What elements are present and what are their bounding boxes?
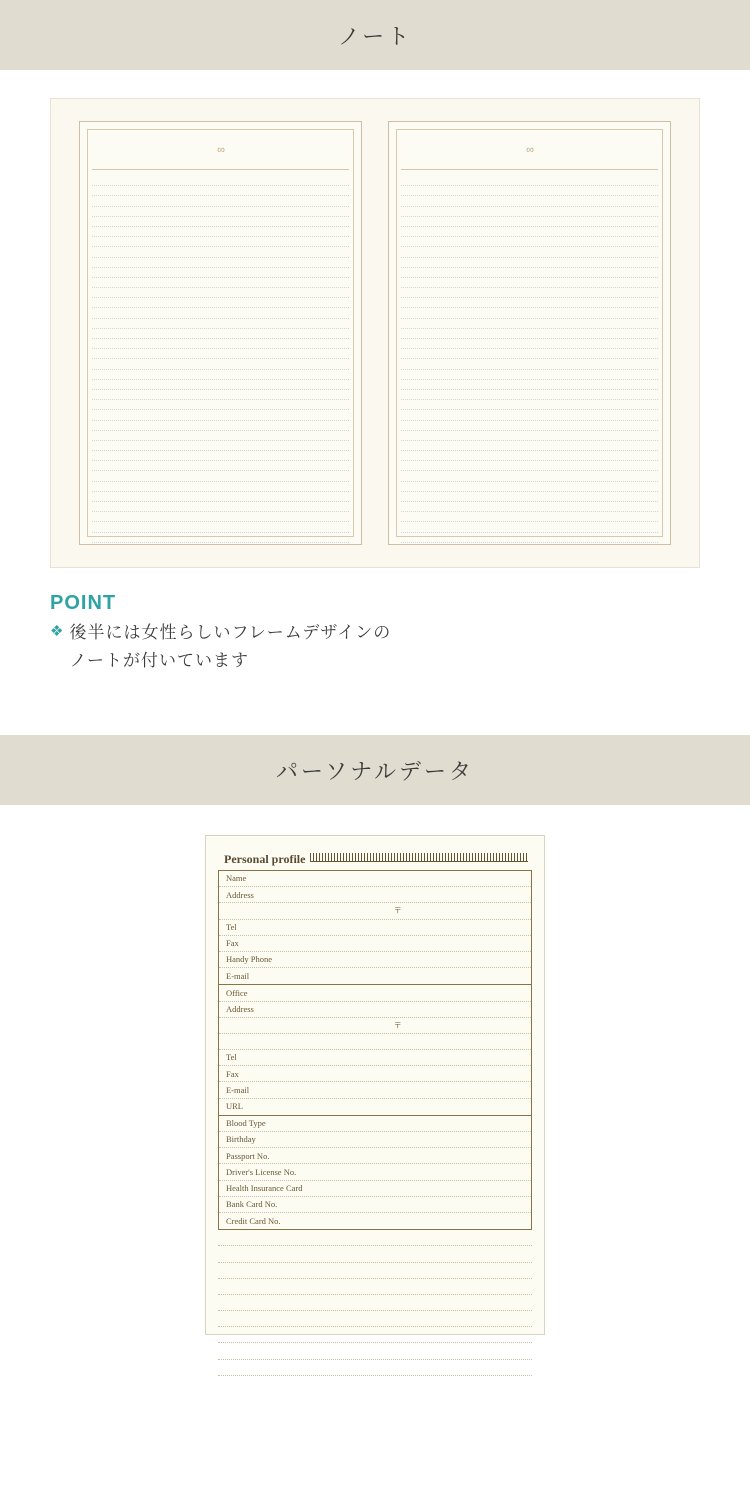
rule-line (401, 176, 658, 186)
table-row[interactable] (219, 1181, 531, 1197)
rule-line (401, 502, 658, 512)
rule-line (92, 533, 349, 543)
blank-row[interactable] (218, 1311, 532, 1327)
rule-line (401, 278, 658, 288)
rule-line (401, 247, 658, 257)
point-row (50, 619, 700, 675)
rule-line (92, 237, 349, 247)
table-row[interactable] (219, 985, 531, 1001)
row-label: E-mail (226, 970, 250, 981)
table-row[interactable] (219, 936, 531, 952)
rule-line (401, 319, 658, 329)
table-row[interactable] (219, 1164, 531, 1180)
rule-line (401, 441, 658, 451)
rule-line (401, 268, 658, 278)
table-row[interactable] (219, 1099, 531, 1115)
personal-data-photo-container (0, 805, 750, 1335)
note-rules-right (401, 176, 658, 543)
rule-line (92, 217, 349, 227)
rule-line (401, 207, 658, 217)
blank-row[interactable] (218, 1343, 532, 1359)
rule-line (401, 380, 658, 390)
table-row[interactable] (219, 1213, 531, 1229)
row-label: Tel (226, 1052, 237, 1063)
section-header-personal-data (0, 735, 750, 805)
profile-blank-rows (218, 1230, 532, 1376)
rule-line (92, 278, 349, 288)
section-header-note (0, 0, 750, 70)
table-row[interactable] (219, 1002, 531, 1018)
row-label: Address (226, 889, 254, 900)
blank-row[interactable] (218, 1230, 532, 1246)
rule-line (401, 482, 658, 492)
row-label: Blood Type (226, 1118, 266, 1129)
table-row[interactable] (219, 1034, 531, 1050)
blank-row[interactable] (218, 1279, 532, 1295)
row-label: Tel (226, 921, 237, 932)
blank-row[interactable] (218, 1327, 532, 1343)
personal-profile-title: Personal profile (224, 852, 306, 866)
section-title: パーソナルデータ (275, 758, 475, 784)
flourish-ornament-icon: ∞ (526, 144, 533, 156)
row-label: Fax (226, 1068, 239, 1079)
profile-group-office (219, 985, 531, 1116)
row-label: Bank Card No. (226, 1199, 278, 1210)
rule-line (92, 400, 349, 410)
rule-line (92, 288, 349, 298)
personal-profile-title-row (218, 850, 532, 870)
profile-group-personal (219, 871, 531, 985)
rule-line (401, 400, 658, 410)
note-page-header-right (401, 132, 658, 170)
rule-line (401, 298, 658, 308)
rule-line (401, 339, 658, 349)
rule-line (401, 237, 658, 247)
rule-line (92, 308, 349, 318)
row-label: Name (226, 873, 247, 884)
rule-line (92, 390, 349, 400)
postal-mark-icon: 〒 (393, 906, 402, 916)
point-text-line2: ノートが付いています (69, 651, 249, 670)
rule-line (401, 522, 658, 532)
rule-line (401, 349, 658, 359)
rule-line (401, 359, 658, 369)
rule-line (92, 471, 349, 481)
rule-line (92, 247, 349, 257)
spacer (0, 675, 750, 735)
rule-line (92, 431, 349, 441)
rule-line (92, 441, 349, 451)
rule-line (401, 461, 658, 471)
table-row[interactable] (219, 920, 531, 936)
rule-line (92, 482, 349, 492)
note-spread (79, 121, 671, 545)
row-label: Driver's License No. (226, 1166, 297, 1177)
row-label: Handy Phone (226, 954, 273, 965)
row-label: Passport No. (226, 1150, 270, 1161)
rule-line (92, 339, 349, 349)
table-row[interactable] (219, 1197, 531, 1213)
rule-line (92, 207, 349, 217)
row-label: Health Insurance Card (226, 1182, 303, 1193)
rule-line (92, 502, 349, 512)
note-page-left (79, 121, 362, 545)
rule-line (92, 421, 349, 431)
rule-line (401, 217, 658, 227)
blank-row[interactable] (218, 1360, 532, 1376)
table-row[interactable] (219, 1050, 531, 1066)
rule-line (92, 359, 349, 369)
row-label: Birthday (226, 1134, 256, 1145)
table-row[interactable] (219, 1066, 531, 1082)
rule-line (401, 421, 658, 431)
rule-line (401, 308, 658, 318)
note-page-right (388, 121, 671, 545)
rule-line (401, 390, 658, 400)
table-row[interactable] (219, 968, 531, 984)
rule-line (401, 512, 658, 522)
point-text (69, 619, 391, 675)
rule-line (401, 410, 658, 420)
flourish-ornament-icon: ∞ (217, 144, 224, 156)
personal-profile-page (205, 835, 545, 1335)
note-page-header-left (92, 132, 349, 170)
table-row[interactable] (219, 887, 531, 903)
table-row[interactable] (219, 903, 531, 919)
section-title: ノート (337, 23, 413, 49)
rule-line (401, 186, 658, 196)
row-label: E-mail (226, 1084, 250, 1095)
row-label: URL (226, 1101, 243, 1112)
row-label: Fax (226, 938, 239, 949)
personal-profile-table (218, 870, 532, 1230)
table-row[interactable] (219, 1148, 531, 1164)
rule-line (401, 288, 658, 298)
rule-line (92, 319, 349, 329)
point-label: POINT (50, 592, 117, 614)
rule-line (92, 258, 349, 268)
rule-line (401, 196, 658, 206)
rule-line (92, 196, 349, 206)
comb-rule-decoration (310, 853, 528, 862)
rule-line (92, 492, 349, 502)
rule-line (401, 258, 658, 268)
profile-group-ids (219, 1116, 531, 1229)
rule-line (401, 227, 658, 237)
rule-line (92, 268, 349, 278)
rule-line (92, 176, 349, 186)
note-spread-photo (50, 98, 700, 568)
point-text-line1: 後半には女性らしいフレームデザインの (69, 623, 392, 642)
rule-line (92, 512, 349, 522)
rule-line (92, 522, 349, 532)
rule-line (92, 410, 349, 420)
rule-line (401, 451, 658, 461)
blank-row[interactable] (218, 1295, 532, 1311)
rule-line (92, 461, 349, 471)
row-label: Credit Card No. (226, 1215, 281, 1226)
note-photo-container (0, 70, 750, 568)
rule-line (92, 329, 349, 339)
rule-line (401, 431, 658, 441)
rule-line (92, 298, 349, 308)
rule-line (401, 533, 658, 543)
blank-row[interactable] (218, 1246, 532, 1262)
rule-line (401, 471, 658, 481)
table-row[interactable] (219, 1132, 531, 1148)
point-block (0, 568, 750, 675)
row-label: Address (226, 1003, 254, 1014)
rule-line (401, 370, 658, 380)
row-label: Office (226, 987, 248, 998)
table-row[interactable] (219, 952, 531, 968)
table-row[interactable] (219, 871, 531, 887)
rule-line (92, 370, 349, 380)
rule-line (92, 380, 349, 390)
rule-line (92, 186, 349, 196)
rule-line (401, 329, 658, 339)
rule-line (92, 349, 349, 359)
bullet-diamond-icon: ❖ (50, 623, 64, 640)
rule-line (92, 227, 349, 237)
table-row[interactable] (219, 1018, 531, 1034)
table-row[interactable] (219, 1116, 531, 1132)
blank-row[interactable] (218, 1263, 532, 1279)
postal-mark-icon: 〒 (393, 1020, 402, 1030)
rule-line (401, 492, 658, 502)
table-row[interactable] (219, 1082, 531, 1098)
note-rules-left (92, 176, 349, 543)
rule-line (92, 451, 349, 461)
